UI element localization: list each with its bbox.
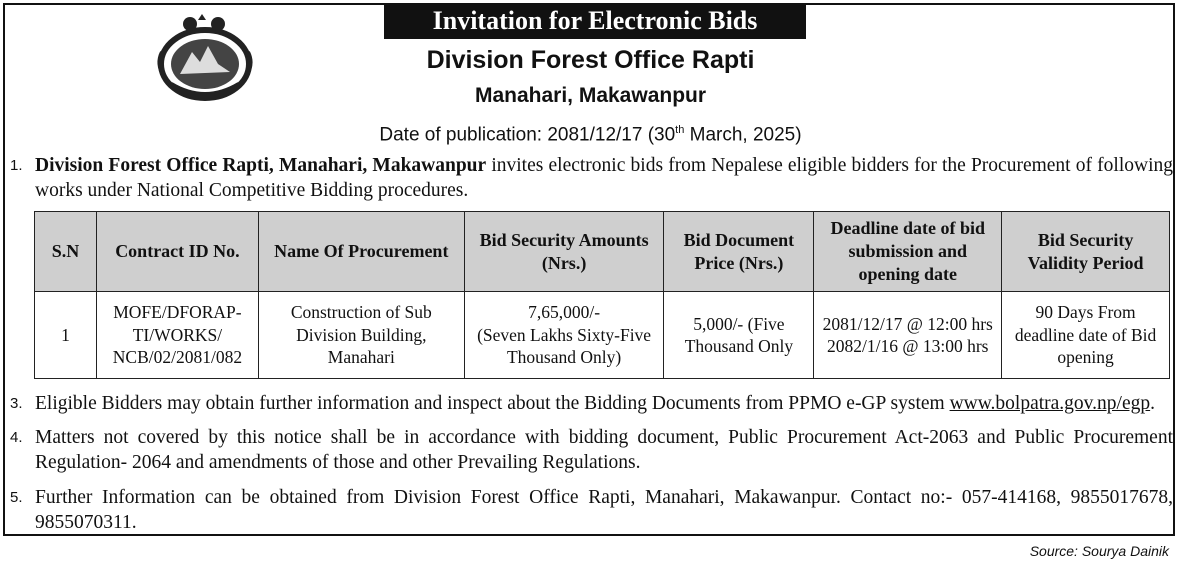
col-header-sn: S.N [35, 212, 97, 292]
notice-item-5: 5. Further Information can be obtained from Division Forest Office Rapti, Manahari, Makawanpur. Contact no:- 057-414168, 9855017678, 9855070311. [10, 487, 1173, 533]
bid-table [34, 211, 1170, 379]
cell-sn: 1 [35, 292, 97, 379]
item-number: 1. [10, 157, 23, 174]
office-name: Division Forest Office Rapti [426, 46, 755, 74]
table-header-row [35, 212, 1170, 292]
col-header-procurement-name: Name Of Procurement [258, 212, 464, 292]
cell-procurement-name: Construction of Sub Division Building, Manahari [258, 292, 464, 379]
cell-contract-id: MOFE/DFORAP-TI/WORKS/ NCB/02/2081/082 [96, 292, 258, 379]
notice-item-1: 1. Division Forest Office Rapti, Manahari, Makawanpur invites electronic bids from Nepalese eligible bidders for the Procurement of following works under National Competitive Bidding procedures. [10, 155, 1173, 201]
notice-item-3: 3. Eligible Bidders may obtain further information and inspect about the Bidding Documents from PPMO e-GP system www.bolpatra.gov.np/egp. [10, 393, 1155, 414]
notice-title: Invitation for Electronic Bids [384, 3, 806, 39]
item-number: 5. [10, 489, 23, 506]
egp-link[interactable]: www.bolpatra.gov.np/egp [949, 393, 1151, 414]
item-bold-lead: Division Forest Office Rapti, Manahari, Makawanpur [35, 155, 487, 176]
table-row [35, 292, 1170, 379]
item-number: 4. [10, 429, 23, 446]
publication-date: Date of publication: 2081/12/17 (30th March, 2025) [379, 124, 802, 146]
col-header-contract-id: Contract ID No. [96, 212, 258, 292]
source-credit: Source: Sourya Dainik [1029, 543, 1169, 559]
office-location: Manahari, Makawanpur [474, 84, 707, 107]
col-header-document-price: Bid Document Price (Nrs.) [664, 212, 814, 292]
col-header-deadline: Deadline date of bid submission and opening date [814, 212, 1002, 292]
cell-validity: 90 Days From deadline date of Bid opening [1002, 292, 1170, 379]
col-header-bid-security: Bid Security Amounts (Nrs.) [464, 212, 664, 292]
notice-item-4: 4. Matters not covered by this notice shall be in accordance with bidding document, Public Procurement Act-2063 and Public Procurement Regulation- 2064 and amendments of those and other Prevailing Regulations. [10, 427, 1173, 473]
col-header-validity: Bid Security Validity Period [1002, 212, 1170, 292]
cell-deadline: 2081/12/17 @ 12:00 hrs 2082/1/16 @ 13:00 hrs [814, 292, 1002, 379]
cell-bid-security: 7,65,000/- (Seven Lakhs Sixty-Five Thousand Only) [464, 292, 664, 379]
cell-document-price: 5,000/- (Five Thousand Only [664, 292, 814, 379]
item-number: 3. [10, 395, 23, 412]
